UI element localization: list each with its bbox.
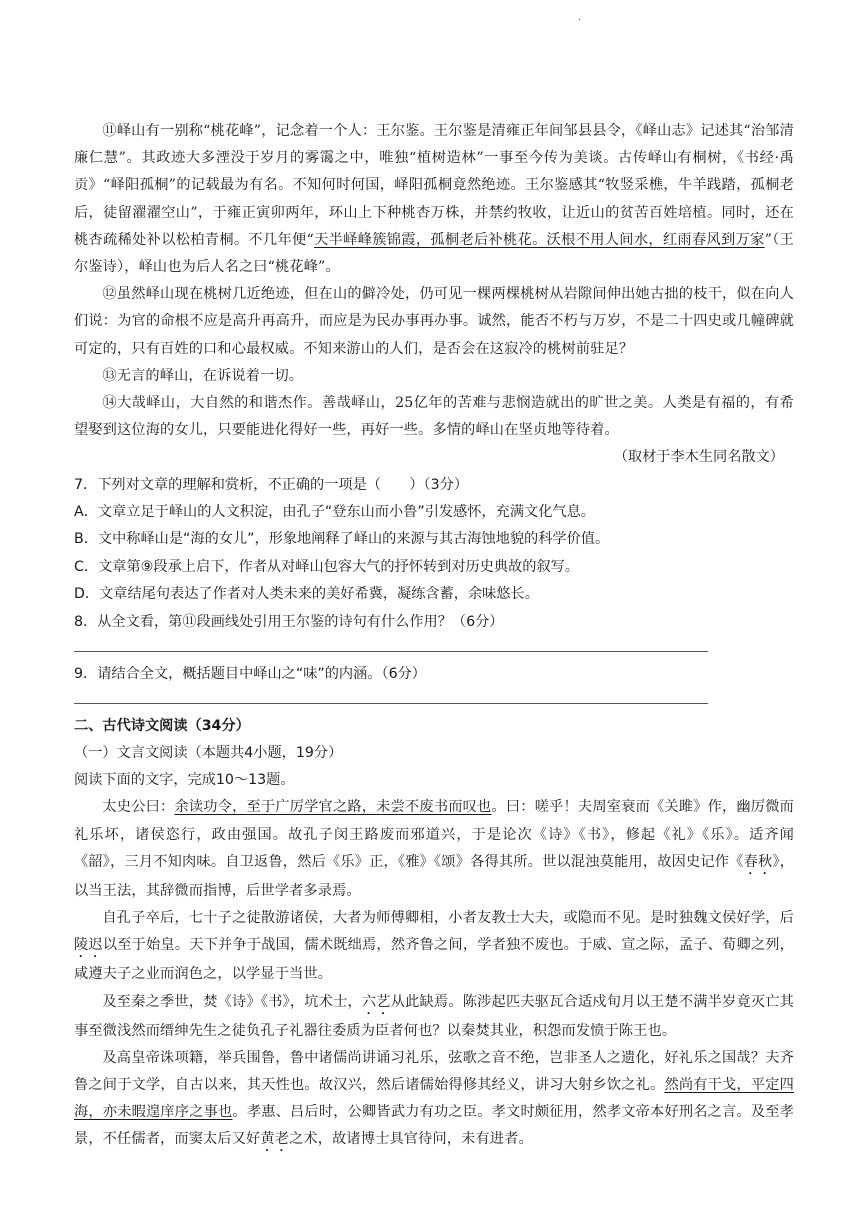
question-7-option-a: A．文章立足于峄山的人文积淀，由孔子“登东山而小鲁”引发感怀，充满文化气息。: [74, 504, 595, 521]
p11-text: ⑪峄山有一别称“桃花峰”，记念着一个人：王尔鉴。王尔鉴是清雍正年间邹县县令，《峄山志》记述其“治邹清廉仁慧”。其政迹大多湮没于岁月的雾霭之中，唯独“植树造林”一事至今传为美谈。古传峄山有桐树，《书经·禹贡》“峄阳孤桐”的记载最为有名。不知何时何国，峄阳孤桐竟然绝迹。王尔鉴感其“牧竖采樵，牛羊践踏，孤桐老后，徒留濯濯空山”，于雍正寅卯两年，环山上下种桃杏万株，并禁约牧收，让近山的贫苦百姓培植。同时，还在桃杏疏稀处补以松柏青桐。不几年便“: [74, 123, 794, 248]
exam-content: [74, 124, 794, 1155]
p11-underlined-poem: 天半峄峰簇锦霞，孤桐老后补桃花。沃根不用人间水，红雨春风到万家: [313, 231, 765, 248]
section-2-instruction: 阅读下面的文字，完成10～13题。: [74, 772, 295, 789]
section-2-title: 二、古代诗文阅读（34分）: [74, 718, 250, 735]
passage-paragraph-13: ⑬无言的峄山，在诉说着一切。: [102, 367, 304, 384]
dotted-word-liuyi: 六艺: [361, 993, 391, 1010]
classical-paragraph-2: 自孔子卒后，七十子之徒散游诸侯，大者为师傅卿相，小者友教士大夫，或隐而不见。是时独魏文侯好学，后陵迟以至于始皇。天下并争于战国，儒术既绌焉，然齐鲁之间，学者独不废也。于威、宣之际，孟子、荀卿之列，咸遵夫子之业而润色之，以学显于当世。: [74, 910, 794, 983]
question-9: 9．请结合全文，概括题目中峄山之“味”的内涵。（6分）: [74, 666, 426, 683]
question-7: 7．下列对文章的理解和赏析，不正确的一项是（ ）（3分）: [74, 476, 469, 493]
question-7-option-b: B．文中称峄山是“海的女儿”，形象地阐释了峄山的来源与其古海蚀地貌的科学价值。: [74, 531, 610, 548]
passage-paragraph-14: ⑭大哉峄山，大自然的和谐杰作。善哉峄山，25亿年的苦难与悲悯造就出的旷世之美。人类是有福的，有希望娶到这位海的女儿，只要能进化得好一些，再好一些。多情的峄山在坚贞地等待着。: [74, 395, 794, 439]
question-7-option-c: C．文章第⑨段承上启下，作者从对峄山包容大气的抒怀转到对历史典故的叙写。: [74, 558, 580, 575]
passage-paragraph-11: [74, 118, 794, 281]
classical-paragraph-4: 及高皇帝诛项籍，举兵围鲁，鲁中诸儒尚讲诵习礼乐，弦歌之音不绝，岂非圣人之遗化，好礼乐之国哉？夫齐鲁之间于文学，自古以来，其天性也。故汉兴，然后诸儒始得修其经义，讲习大射乡饮之礼。然尚有干戈，平定四海，亦未暇遑庠序之事也。孝惠、吕后时，公卿皆武力有功之臣。孝文时颇征用，然孝文帝本好刑名之言。及至孝景，不任儒者，而窦太后又好黄老之术，故诸博士具官待问，未有进者。: [74, 1049, 794, 1148]
passage-paragraph-12: ⑫虽然峄山现在桃树几近绝迹，但在山的僻冷处，仍可见一棵两棵桃树从岩隙间伸出她古拙的枝干，似在向人们说：为官的命根不应是高升再高升，而应是为民办事再办事。诚然，能否不朽与万岁，不是二十四史或几幢碑就可定的，只有百姓的口和心最权威。不知来游山的人们，是否会在这寂冷的桃树前驻足？: [74, 286, 794, 357]
dotted-word-huanglao: 黄老: [260, 1131, 290, 1148]
answer-line-q9[interactable]: [74, 703, 708, 704]
classical-underline-2: 然尚有干戈，平定四海，亦未暇遑庠序之事也: [74, 1076, 794, 1121]
question-8: 8．从全文看，第⑪段画线处引用王尔鉴的诗句有什么作用？（6分）: [74, 613, 504, 630]
question-7-option-d: D．文章结尾句表达了作者对人类未来的美好希冀，凝练含蓄，余味悠长。: [74, 586, 539, 603]
section-2-subtitle: （一）文言文阅读（本题共4小题，19分）: [74, 745, 343, 762]
p11-text-end: ”（王尔鉴诗），峄山也为后人名之曰“桃花峰”。: [74, 231, 794, 276]
dotted-word-chunqiu: 春秋: [743, 853, 773, 870]
page-top-mark: .: [578, 12, 582, 23]
classical-paragraph-3: 及至秦之季世，焚《诗》《书》，坑术士，六艺从此缺焉。陈涉起匹夫驱瓦合适戍旬月以王楚不满半岁竟灭亡其事至微浅然而缙绅先生之徒负孔子礼器往委质为臣者何也？以秦焚其业，积怨而发愤于陈王也。: [74, 993, 794, 1039]
classical-underline-1: 余读功令，至于广厉学官之路，未尝不废书而叹也: [174, 799, 492, 816]
passage-source: （取材于李木生同名散文）: [613, 449, 784, 466]
dotted-word-lingchi: 陵迟: [74, 937, 103, 954]
answer-line-q8[interactable]: [74, 651, 708, 652]
classical-paragraph-1: 太史公曰：余读功令，至于广厉学官之路，未尝不废书而叹也。曰：嗟乎！夫周室衰而《关雎》作，幽厉微而礼乐坏，诸侯恣行，政由强国。故孔子闵王路废而邪道兴，于是论次《诗》《书》，修起《礼》《乐》。适齐闻《韶》，三月不知肉味。自卫返鲁，然后《乐》正，《雅》《颂》各得其所。世以混浊莫能用，故因史记作《春秋》，以当王法，其辞微而指博，后世学者多录焉。: [74, 799, 795, 899]
